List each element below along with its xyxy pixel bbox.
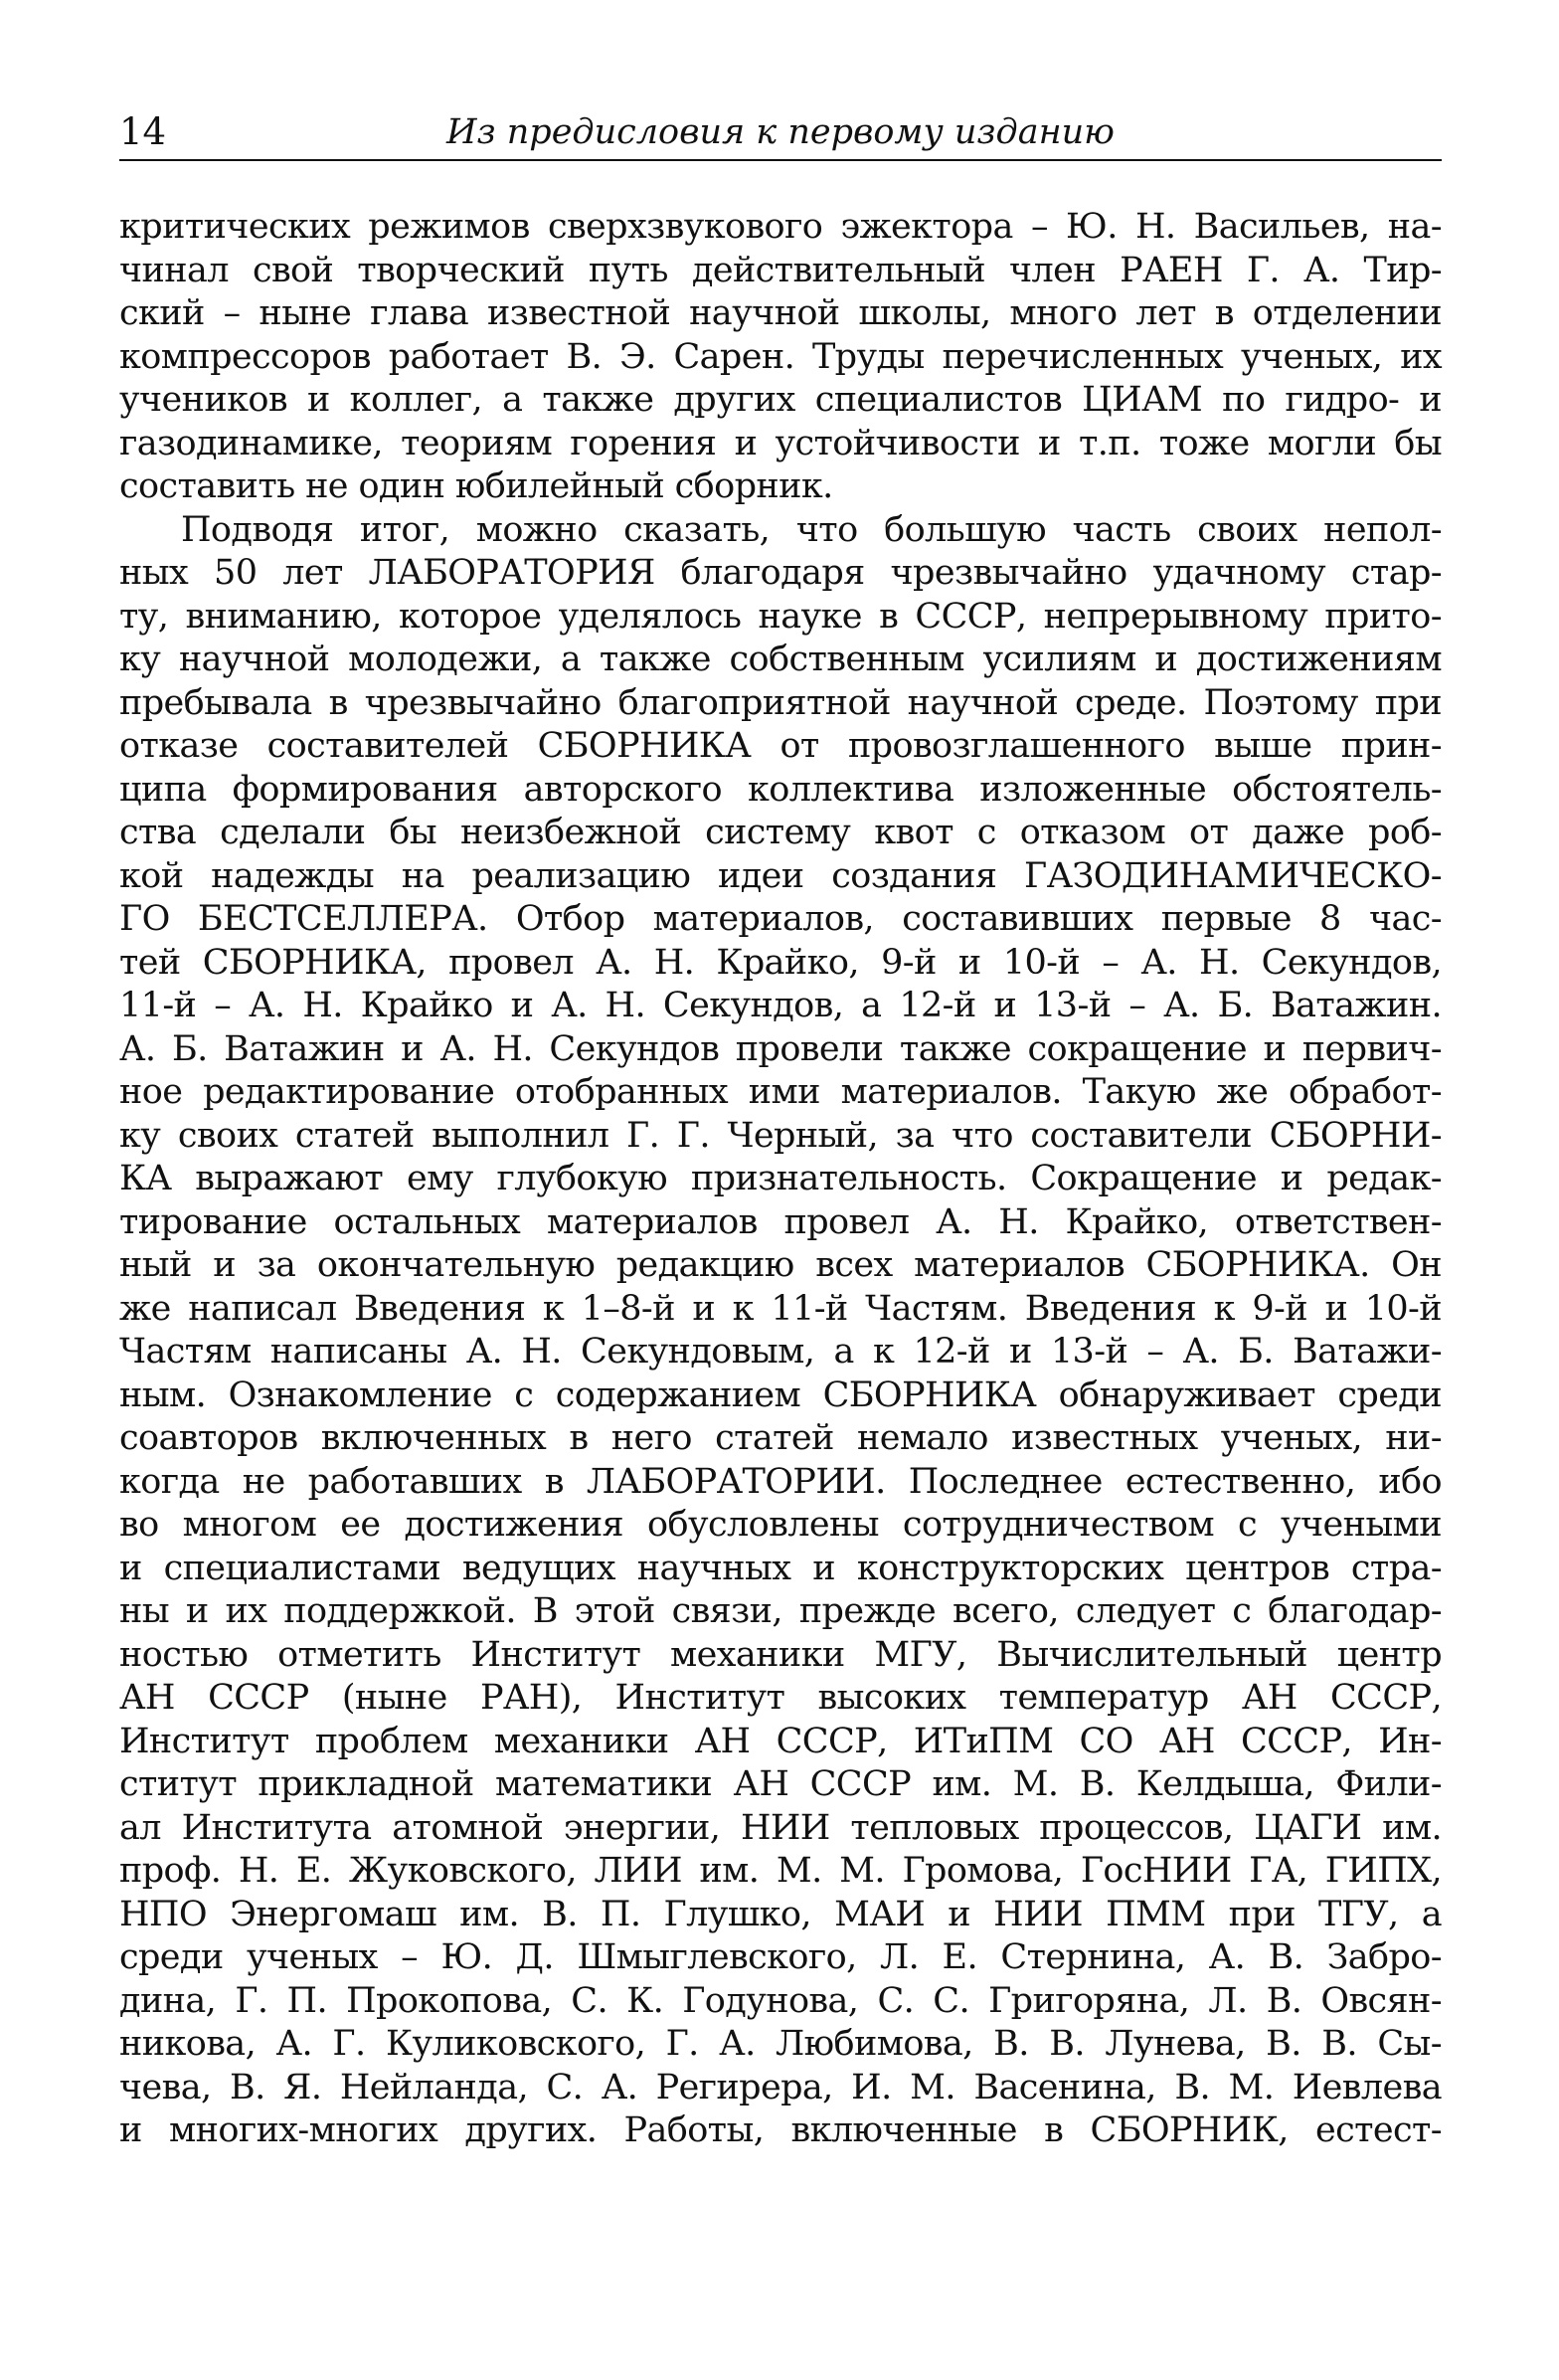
text-line: ту, вниманию, которое уделялось науке в СССР, непрерывному прито- — [119, 596, 1442, 637]
text-line: и многих-многих других. Работы, включенные в СБОРНИК, естест- — [119, 2110, 1442, 2150]
text-line: чева, В. Я. Нейланда, С. А. Регирера, И. М. Васенина, В. М. Иевлева — [119, 2067, 1442, 2107]
text-line: ства сделали бы неизбежной систему квот с отказом от даже роб- — [119, 813, 1442, 852]
text-body — [119, 206, 1442, 2153]
text-line: никова, А. Г. Куликовского, Г. А. Любимова, В. В. Лунева, В. В. Сы- — [119, 2024, 1442, 2064]
text-line: тей СБОРНИКА, провел А. Н. Крайко, 9-й и 10-й – А. Н. Секундов, — [119, 942, 1442, 983]
text-line: А. Б. Ватажин и А. Н. Секундов провели также сокращение и первич- — [119, 1028, 1442, 1069]
text-line: ститут прикладной математики АН СССР им. М. В. Келдыша, Фили- — [119, 1764, 1442, 1804]
text-line: Подводя итог, можно сказать, что большую часть своих непол- — [181, 509, 1442, 550]
text-line: чинал свой творческий путь действительный член РАЕН Г. А. Тир- — [119, 250, 1442, 290]
text-line: Институт проблем механики АН СССР, ИТиПМ СО АН СССР, Ин- — [119, 1721, 1442, 1761]
text-line: же написал Введения к 1–8-й и к 11-й Частям. Введения к 9-й и 10-й — [119, 1288, 1442, 1329]
text-line: когда не работавших в ЛАБОРАТОРИИ. Последнее естественно, ибо — [119, 1461, 1442, 1502]
text-line: ГО БЕСТСЕЛЛЕРА. Отбор материалов, составивших первые 8 час- — [119, 899, 1442, 939]
text-line: среди ученых – Ю. Д. Шмыглевского, Л. Е. Стернина, А. В. Забро- — [119, 1937, 1442, 1977]
text-line: во многом ее достижения обусловлены сотрудничеством с учеными — [119, 1505, 1442, 1545]
text-line: ципа формирования авторского коллектива изложенные обстоятель- — [119, 769, 1442, 810]
text-line: АН СССР (ныне РАН), Институт высоких температур АН СССР, — [119, 1678, 1442, 1718]
text-line: ностью отметить Институт механики МГУ, Вычислительный центр — [119, 1634, 1442, 1675]
text-line: тирование остальных материалов провел А. Н. Крайко, ответствен- — [119, 1201, 1442, 1242]
text-line: ку научной молодежи, а также собственным усилиям и достижениям — [119, 640, 1442, 679]
text-line: ал Института атомной энергии, НИИ тепловых процессов, ЦАГИ им. — [119, 1807, 1442, 1848]
text-line: ным. Ознакомление с содержанием СБОРНИКА обнаруживает среди — [119, 1374, 1442, 1415]
text-line: ное редактирование отобранных ими материалов. Такую же обработ- — [119, 1072, 1442, 1112]
text-line: учеников и коллег, а также других специалистов ЦИАМ по гидро- и — [119, 380, 1442, 420]
page-number: 14 — [119, 110, 167, 153]
text-line: компрессоров работает В. Э. Сарен. Труды перечисленных ученых, их — [119, 336, 1442, 377]
text-line: отказе составителей СБОРНИКА от провозглашенного выше прин- — [119, 726, 1442, 766]
text-line: ский – ныне глава известной научной школы, много лет в отделении — [119, 293, 1442, 333]
text-line: КА выражают ему глубокую признательность. Сокращение и редак- — [119, 1159, 1442, 1198]
text-line: ны и их поддержкой. В этой связи, прежде всего, следует с благодар- — [119, 1591, 1442, 1631]
page-header — [119, 107, 1442, 161]
text-line: газодинамике, теориям горения и устойчивости и т.п. тоже могли бы — [119, 423, 1442, 463]
text-line: ных 50 лет ЛАБОРАТОРИЯ благодаря чрезвычайно удачному стар- — [119, 553, 1442, 593]
running-title: Из предисловия к первому изданию — [446, 112, 1115, 152]
text-line: составить не один юбилейный сборник. — [119, 466, 833, 506]
text-line: НПО Энергомаш им. В. П. Глушко, МАИ и НИИ ПММ при ТГУ, а — [119, 1894, 1442, 1934]
text-line: ный и за окончательную редакцию всех материалов СБОРНИКА. Он — [119, 1245, 1442, 1285]
text-line: 11-й – А. Н. Крайко и А. Н. Секундов, а 12-й и 13-й – А. Б. Ватажин. — [119, 986, 1442, 1025]
text-line: кой надежды на реализацию идеи создания ГАЗОДИНАМИЧЕСКО- — [119, 855, 1442, 896]
text-line: Частям написаны А. Н. Секундовым, а к 12-й и 13-й – А. Б. Ватажи- — [119, 1332, 1442, 1372]
text-line: дина, Г. П. Прокопова, С. К. Годунова, С. С. Григоряна, Л. В. Овсян- — [119, 1980, 1442, 2021]
text-line: пребывала в чрезвычайно благоприятной научной среде. Поэтому при — [119, 682, 1442, 723]
text-line: и специалистами ведущих научных и конструкторских центров стра- — [119, 1548, 1442, 1588]
text-line: проф. Н. Е. Жуковского, ЛИИ им. М. М. Громова, ГосНИИ ГА, ГИПХ, — [119, 1851, 1442, 1891]
text-line: критических режимов сверхзвукового эжектора – Ю. Н. Васильев, на- — [119, 207, 1442, 247]
text-line: соавторов включенных в него статей немало известных ученых, ни- — [119, 1418, 1442, 1458]
text-line: ку своих статей выполнил Г. Г. Черный, за что составители СБОРНИ- — [119, 1115, 1442, 1156]
